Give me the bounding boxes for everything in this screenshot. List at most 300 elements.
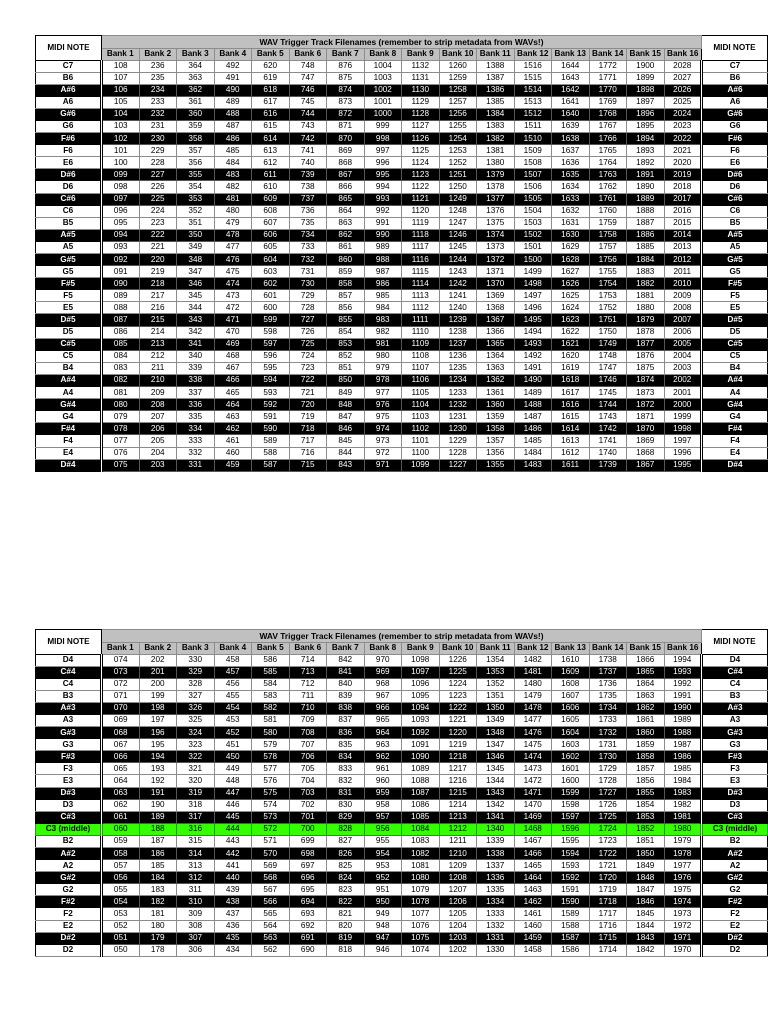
track-number-cell: 703 <box>289 787 327 799</box>
track-number-cell: 597 <box>252 338 290 350</box>
note-label-right: F6 <box>702 145 768 157</box>
table-row <box>36 835 768 847</box>
track-number-cell: 353 <box>177 193 215 205</box>
note-label-left: F#4 <box>36 423 102 435</box>
track-number-cell: 061 <box>102 811 140 823</box>
track-number-cell: 2008 <box>664 302 702 314</box>
bank-header: Bank 13 <box>552 49 590 61</box>
note-label-right: F4 <box>702 435 768 447</box>
note-label-right: D#4 <box>702 459 768 471</box>
track-number-cell: 1898 <box>627 84 665 96</box>
track-number-cell: 1243 <box>439 266 477 278</box>
track-number-cell: 608 <box>252 205 290 217</box>
note-label-right: C#5 <box>702 338 768 350</box>
track-number-cell: 988 <box>364 254 402 266</box>
track-number-cell: 1601 <box>552 763 590 775</box>
track-number-cell: 606 <box>252 229 290 241</box>
track-number-cell: 1849 <box>627 860 665 872</box>
track-number-cell: 1218 <box>439 751 477 763</box>
track-number-cell: 1260 <box>439 60 477 72</box>
track-number-cell: 1994 <box>664 654 702 666</box>
track-number-cell: 350 <box>177 229 215 241</box>
note-label-right: A#4 <box>702 374 768 386</box>
track-number-cell: 1761 <box>589 193 627 205</box>
track-number-cell: 564 <box>252 920 290 932</box>
track-number-cell: 1219 <box>439 739 477 751</box>
track-number-cell: 570 <box>252 848 290 860</box>
track-number-cell: 1232 <box>439 399 477 411</box>
table-row <box>36 157 768 169</box>
track-number-cell: 2009 <box>664 290 702 302</box>
track-number-cell: 600 <box>252 302 290 314</box>
track-number-cell: 1472 <box>514 775 552 787</box>
track-number-cell: 468 <box>214 350 252 362</box>
note-label-left: A2 <box>36 860 102 872</box>
note-label-left: A#2 <box>36 848 102 860</box>
track-number-cell: 1480 <box>514 678 552 690</box>
track-number-cell: 070 <box>102 702 140 714</box>
track-number-cell: 859 <box>327 266 365 278</box>
track-number-cell: 874 <box>327 84 365 96</box>
track-number-cell: 060 <box>102 823 140 835</box>
track-number-cell: 324 <box>177 727 215 739</box>
track-number-cell: 1470 <box>514 799 552 811</box>
table-row <box>36 374 768 386</box>
track-number-cell: 1756 <box>589 254 627 266</box>
track-number-cell: 1346 <box>477 751 515 763</box>
track-number-cell: 948 <box>364 920 402 932</box>
track-number-cell: 1257 <box>439 96 477 108</box>
track-number-cell: 487 <box>214 120 252 132</box>
track-number-cell: 2014 <box>664 229 702 241</box>
table-row <box>36 302 768 314</box>
track-number-cell: 2001 <box>664 387 702 399</box>
note-label-left: G#6 <box>36 108 102 120</box>
track-number-cell: 1093 <box>402 714 440 726</box>
track-number-cell: 335 <box>177 411 215 423</box>
track-number-cell: 819 <box>327 932 365 944</box>
track-number-cell: 1345 <box>477 763 515 775</box>
track-number-cell: 976 <box>364 399 402 411</box>
bank-header: Bank 16 <box>664 49 702 61</box>
track-number-cell: 320 <box>177 775 215 787</box>
track-number-cell: 1367 <box>477 314 515 326</box>
track-number-cell: 1765 <box>589 145 627 157</box>
track-number-cell: 1209 <box>439 860 477 872</box>
track-number-cell: 347 <box>177 266 215 278</box>
track-number-cell: 1896 <box>627 108 665 120</box>
track-number-cell: 596 <box>252 350 290 362</box>
track-number-cell: 1616 <box>552 399 590 411</box>
track-number-cell: 1895 <box>627 120 665 132</box>
track-number-cell: 447 <box>214 787 252 799</box>
track-number-cell: 443 <box>214 835 252 847</box>
track-number-cell: 1106 <box>402 374 440 386</box>
track-number-cell: 981 <box>364 338 402 350</box>
track-number-cell: 489 <box>214 96 252 108</box>
bank-header: Bank 3 <box>177 643 215 655</box>
track-number-cell: 1990 <box>664 702 702 714</box>
track-number-cell: 1609 <box>552 666 590 678</box>
track-number-cell: 1231 <box>439 411 477 423</box>
table-row <box>36 229 768 241</box>
bank-header: Bank 4 <box>214 643 252 655</box>
track-number-cell: 1341 <box>477 811 515 823</box>
track-number-cell: 1596 <box>552 823 590 835</box>
note-label-left: A#4 <box>36 374 102 386</box>
track-number-cell: 974 <box>364 423 402 435</box>
track-number-cell: 458 <box>214 654 252 666</box>
track-number-cell: 1203 <box>439 932 477 944</box>
table-row <box>36 120 768 132</box>
track-number-cell: 1508 <box>514 157 552 169</box>
track-number-cell: 328 <box>177 678 215 690</box>
track-number-cell: 1845 <box>627 908 665 920</box>
track-number-cell: 1720 <box>589 872 627 884</box>
track-number-cell: 1726 <box>589 799 627 811</box>
track-number-cell: 1364 <box>477 350 515 362</box>
note-label-left: C5 <box>36 350 102 362</box>
track-number-cell: 100 <box>102 157 140 169</box>
track-number-cell: 710 <box>289 702 327 714</box>
track-number-cell: 448 <box>214 775 252 787</box>
track-number-cell: 183 <box>139 884 177 896</box>
track-number-cell: 062 <box>102 799 140 811</box>
track-number-cell: 1238 <box>439 326 477 338</box>
track-number-cell: 985 <box>364 290 402 302</box>
track-number-cell: 979 <box>364 362 402 374</box>
track-number-cell: 610 <box>252 181 290 193</box>
track-number-cell: 321 <box>177 763 215 775</box>
track-number-cell: 987 <box>364 266 402 278</box>
table-row <box>36 884 768 896</box>
track-number-cell: 1347 <box>477 739 515 751</box>
table-row <box>36 350 768 362</box>
track-number-cell: 598 <box>252 326 290 338</box>
track-number-cell: 210 <box>139 374 177 386</box>
track-number-cell: 1998 <box>664 423 702 435</box>
track-number-cell: 707 <box>289 739 327 751</box>
track-number-cell: 593 <box>252 387 290 399</box>
track-number-cell: 1861 <box>627 714 665 726</box>
track-number-cell: 1748 <box>589 350 627 362</box>
track-number-cell: 860 <box>327 254 365 266</box>
track-number-cell: 1894 <box>627 133 665 145</box>
note-label-right: A5 <box>702 241 768 253</box>
track-number-cell: 731 <box>289 266 327 278</box>
track-number-cell: 440 <box>214 872 252 884</box>
track-number-cell: 1101 <box>402 435 440 447</box>
track-number-cell: 1379 <box>477 169 515 181</box>
track-number-cell: 702 <box>289 799 327 811</box>
table-row <box>36 338 768 350</box>
track-number-cell: 436 <box>214 920 252 932</box>
track-number-cell: 1342 <box>477 799 515 811</box>
table-row <box>36 811 768 823</box>
track-number-cell: 1241 <box>439 290 477 302</box>
track-number-cell: 1460 <box>514 920 552 932</box>
track-number-cell: 620 <box>252 60 290 72</box>
track-number-cell: 1641 <box>552 96 590 108</box>
track-number-cell: 1474 <box>514 751 552 763</box>
track-number-cell: 1248 <box>439 205 477 217</box>
table-row <box>36 314 768 326</box>
track-number-cell: 1461 <box>514 908 552 920</box>
track-number-cell: 1096 <box>402 678 440 690</box>
track-number-cell: 1336 <box>477 872 515 884</box>
track-number-cell: 578 <box>252 751 290 763</box>
note-label-left: A#3 <box>36 702 102 714</box>
track-number-cell: 1094 <box>402 702 440 714</box>
track-number-cell: 1074 <box>402 944 440 956</box>
table-row <box>36 447 768 459</box>
track-number-cell: 469 <box>214 338 252 350</box>
track-number-cell: 452 <box>214 727 252 739</box>
table-row <box>36 763 768 775</box>
track-number-cell: 1764 <box>589 157 627 169</box>
table-row <box>36 266 768 278</box>
track-number-cell: 1865 <box>627 666 665 678</box>
track-number-cell: 1126 <box>402 133 440 145</box>
track-number-cell: 1507 <box>514 169 552 181</box>
track-number-cell: 235 <box>139 72 177 84</box>
track-number-cell: 359 <box>177 120 215 132</box>
track-number-cell: 947 <box>364 932 402 944</box>
track-number-cell: 1225 <box>439 666 477 678</box>
bank-header: Bank 15 <box>627 49 665 61</box>
track-number-cell: 715 <box>289 459 327 471</box>
track-number-cell: 332 <box>177 447 215 459</box>
track-number-cell: 1208 <box>439 872 477 884</box>
note-label-left: A4 <box>36 387 102 399</box>
track-number-cell: 1495 <box>514 314 552 326</box>
track-number-cell: 1970 <box>664 944 702 956</box>
track-number-cell: 562 <box>252 944 290 956</box>
track-number-cell: 188 <box>139 823 177 835</box>
track-number-cell: 1879 <box>627 314 665 326</box>
track-number-cell: 1733 <box>589 714 627 726</box>
track-number-cell: 2015 <box>664 217 702 229</box>
track-number-cell: 1900 <box>627 60 665 72</box>
track-number-cell: 2013 <box>664 241 702 253</box>
track-number-cell: 1114 <box>402 278 440 290</box>
track-number-cell: 225 <box>139 193 177 205</box>
track-number-cell: 189 <box>139 811 177 823</box>
track-number-cell: 1979 <box>664 835 702 847</box>
track-number-cell: 1891 <box>627 169 665 181</box>
track-number-cell: 1375 <box>477 217 515 229</box>
track-number-cell: 961 <box>364 763 402 775</box>
track-number-cell: 449 <box>214 763 252 775</box>
track-number-cell: 1757 <box>589 241 627 253</box>
track-number-cell: 488 <box>214 108 252 120</box>
track-number-cell: 721 <box>289 387 327 399</box>
track-number-cell: 077 <box>102 435 140 447</box>
track-number-cell: 853 <box>327 338 365 350</box>
track-number-cell: 602 <box>252 278 290 290</box>
track-number-cell: 1991 <box>664 690 702 702</box>
track-number-cell: 972 <box>364 447 402 459</box>
track-number-cell: 1356 <box>477 447 515 459</box>
track-number-cell: 1602 <box>552 751 590 763</box>
track-number-cell: 748 <box>289 60 327 72</box>
track-number-cell: 590 <box>252 423 290 435</box>
track-number-cell: 057 <box>102 860 140 872</box>
note-label-right: F#6 <box>702 133 768 145</box>
note-label-left: D#6 <box>36 169 102 181</box>
note-label-left: D#3 <box>36 787 102 799</box>
track-number-cell: 584 <box>252 678 290 690</box>
note-label-right: E4 <box>702 447 768 459</box>
track-number-cell: 1131 <box>402 72 440 84</box>
table-row <box>36 181 768 193</box>
track-number-cell: 1492 <box>514 350 552 362</box>
track-number-cell: 1976 <box>664 872 702 884</box>
table-row <box>36 217 768 229</box>
track-number-cell: 591 <box>252 411 290 423</box>
track-number-cell: 1899 <box>627 72 665 84</box>
note-label-left: G2 <box>36 884 102 896</box>
track-number-cell: 739 <box>289 169 327 181</box>
track-number-cell: 339 <box>177 362 215 374</box>
track-number-cell: 968 <box>364 678 402 690</box>
track-number-cell: 720 <box>289 399 327 411</box>
note-label-right: G#4 <box>702 399 768 411</box>
note-label-left: D5 <box>36 326 102 338</box>
track-number-cell: 1091 <box>402 739 440 751</box>
track-number-cell: 1387 <box>477 72 515 84</box>
track-number-cell: 462 <box>214 423 252 435</box>
track-number-cell: 843 <box>327 459 365 471</box>
track-number-cell: 1211 <box>439 835 477 847</box>
track-number-cell: 1858 <box>627 751 665 763</box>
track-number-cell: 820 <box>327 920 365 932</box>
track-number-cell: 1983 <box>664 787 702 799</box>
track-number-cell: 995 <box>364 169 402 181</box>
track-number-cell: 484 <box>214 157 252 169</box>
track-number-cell: 213 <box>139 338 177 350</box>
track-number-cell: 099 <box>102 169 140 181</box>
track-number-cell: 1087 <box>402 787 440 799</box>
track-number-cell: 822 <box>327 896 365 908</box>
track-number-cell: 1113 <box>402 290 440 302</box>
track-number-cell: 475 <box>214 266 252 278</box>
track-number-cell: 609 <box>252 193 290 205</box>
track-number-cell: 1870 <box>627 423 665 435</box>
track-number-cell: 1340 <box>477 823 515 835</box>
track-number-cell: 191 <box>139 787 177 799</box>
track-number-cell: 1763 <box>589 169 627 181</box>
track-number-cell: 818 <box>327 944 365 956</box>
track-number-cell: 317 <box>177 811 215 823</box>
track-number-cell: 1628 <box>552 254 590 266</box>
track-number-cell: 612 <box>252 157 290 169</box>
track-number-cell: 1719 <box>589 884 627 896</box>
track-number-cell: 1732 <box>589 727 627 739</box>
track-number-cell: 1730 <box>589 751 627 763</box>
track-number-cell: 1621 <box>552 338 590 350</box>
table-row <box>36 666 768 678</box>
track-number-cell: 2026 <box>664 84 702 96</box>
track-number-cell: 1334 <box>477 896 515 908</box>
track-number-cell: 839 <box>327 690 365 702</box>
track-number-cell: 1760 <box>589 205 627 217</box>
track-number-cell: 848 <box>327 399 365 411</box>
track-number-cell: 1740 <box>589 447 627 459</box>
track-number-cell: 1854 <box>627 799 665 811</box>
track-number-cell: 329 <box>177 666 215 678</box>
track-number-cell: 737 <box>289 193 327 205</box>
track-number-cell: 1511 <box>514 120 552 132</box>
track-number-cell: 986 <box>364 278 402 290</box>
track-number-cell: 1475 <box>514 739 552 751</box>
track-number-cell: 1373 <box>477 241 515 253</box>
track-number-cell: 082 <box>102 374 140 386</box>
track-number-cell: 1482 <box>514 654 552 666</box>
track-number-cell: 1850 <box>627 848 665 860</box>
track-number-cell: 868 <box>327 157 365 169</box>
table-row <box>36 60 768 72</box>
track-number-cell: 613 <box>252 145 290 157</box>
track-number-cell: 229 <box>139 145 177 157</box>
note-label-left: E5 <box>36 302 102 314</box>
track-number-cell: 085 <box>102 338 140 350</box>
note-label-right: G5 <box>702 266 768 278</box>
track-number-cell: 1630 <box>552 229 590 241</box>
bank-header: Bank 15 <box>627 643 665 655</box>
track-number-cell: 1254 <box>439 133 477 145</box>
note-label-right: D5 <box>702 326 768 338</box>
track-number-cell: 1239 <box>439 314 477 326</box>
track-number-cell: 833 <box>327 763 365 775</box>
track-number-cell: 1484 <box>514 447 552 459</box>
track-number-cell: 573 <box>252 811 290 823</box>
note-label-right: A#3 <box>702 702 768 714</box>
table-row <box>36 423 768 435</box>
track-number-cell: 1116 <box>402 254 440 266</box>
track-number-cell: 1331 <box>477 932 515 944</box>
track-number-cell: 454 <box>214 702 252 714</box>
track-number-cell: 1512 <box>514 108 552 120</box>
track-number-cell: 1479 <box>514 690 552 702</box>
note-label-left: F#6 <box>36 133 102 145</box>
bank-header: Bank 5 <box>252 49 290 61</box>
note-label-right: A3 <box>702 714 768 726</box>
track-number-cell: 1465 <box>514 860 552 872</box>
track-number-cell: 1717 <box>589 908 627 920</box>
track-number-cell: 461 <box>214 435 252 447</box>
track-number-cell: 875 <box>327 72 365 84</box>
track-number-cell: 1487 <box>514 411 552 423</box>
track-number-cell: 361 <box>177 96 215 108</box>
track-number-cell: 994 <box>364 181 402 193</box>
track-number-cell: 1992 <box>664 678 702 690</box>
track-number-cell: 1742 <box>589 423 627 435</box>
track-number-cell: 870 <box>327 133 365 145</box>
table-title: WAV Trigger Track Filenames (remember to strip metadata from WAVs!) <box>102 630 702 643</box>
note-label-right: B5 <box>702 217 768 229</box>
table-row <box>36 84 768 96</box>
note-label-left: F5 <box>36 290 102 302</box>
bank-header: Bank 9 <box>402 49 440 61</box>
track-number-cell: 1767 <box>589 120 627 132</box>
track-number-cell: 857 <box>327 290 365 302</box>
note-label-left: C#3 <box>36 811 102 823</box>
track-number-cell: 1722 <box>589 848 627 860</box>
track-number-cell: 1252 <box>439 157 477 169</box>
track-number-cell: 089 <box>102 290 140 302</box>
track-number-cell: 236 <box>139 60 177 72</box>
